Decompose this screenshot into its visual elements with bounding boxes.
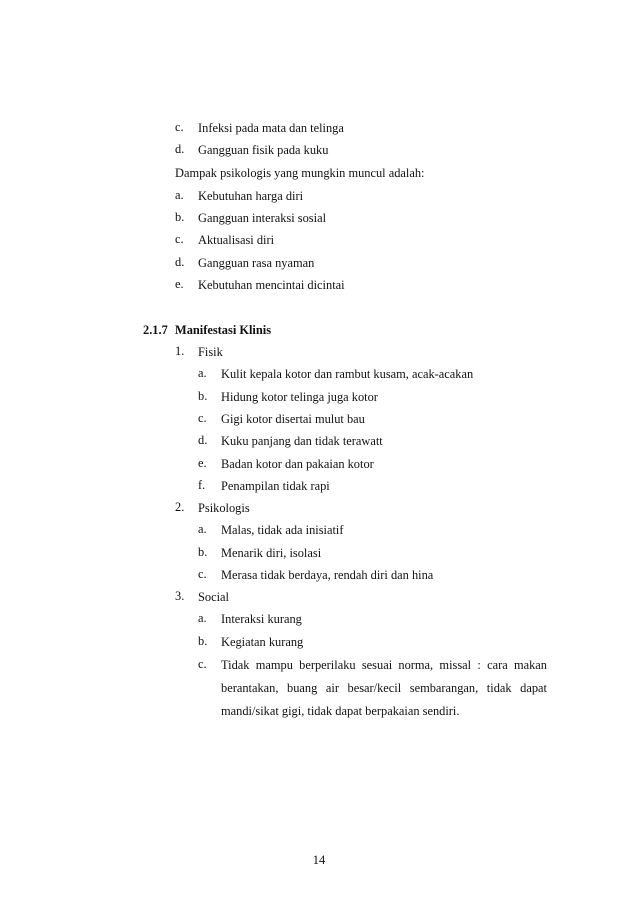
list-marker: b. (198, 545, 208, 559)
list-marker: c. (198, 567, 207, 581)
list-text: Gangguan interaksi sosial (198, 211, 327, 225)
list-marker: a. (198, 366, 207, 380)
list-text: Gigi kotor disertai mulut bau (221, 412, 365, 426)
group-title: Social (198, 590, 229, 604)
list-text: Badan kotor dan pakaian kotor (221, 457, 374, 471)
list-marker: c. (175, 232, 184, 246)
list-text: Kulit kepala kotor dan rambut kusam, acak-acakan (221, 367, 474, 381)
list-text-line: berantakan, buang air besar/kecil sembarangan, tidak dapat (221, 681, 547, 695)
list-marker: f. (198, 478, 206, 492)
list-text: Interaksi kurang (221, 612, 302, 626)
list-marker: a. (198, 611, 207, 625)
list-text: Infeksi pada mata dan telinga (198, 121, 344, 135)
list-marker: c. (175, 120, 184, 134)
list-marker: e. (198, 456, 207, 470)
paragraph-psych-intro: Dampak psikologis yang mungkin muncul adalah: (175, 166, 425, 180)
section-title: Manifestasi Klinis (175, 323, 272, 337)
list-text: Merasa tidak berdaya, rendah diri dan hina (221, 568, 434, 582)
list-text: Malas, tidak ada inisiatif (221, 523, 344, 537)
group-title: Fisik (198, 345, 223, 359)
list-text: Kegiatan kurang (221, 635, 304, 649)
list-marker: e. (175, 277, 184, 291)
group-marker: 1. (175, 344, 185, 358)
list-marker: d. (175, 255, 185, 269)
list-marker: a. (198, 522, 207, 536)
list-text: Gangguan rasa nyaman (198, 256, 315, 270)
list-text: Gangguan fisik pada kuku (198, 143, 329, 157)
group-title: Psikologis (198, 501, 250, 515)
group-marker: 3. (175, 589, 185, 603)
section-number: 2.1.7 (143, 323, 168, 337)
list-marker: b. (198, 634, 208, 648)
list-text: Kebutuhan harga diri (198, 189, 304, 203)
list-marker: c. (198, 657, 207, 671)
list-text: Hidung kotor telinga juga kotor (221, 390, 378, 404)
list-text: Menarik diri, isolasi (221, 546, 322, 560)
list-marker: d. (175, 142, 185, 156)
list-marker: b. (198, 389, 208, 403)
list-text: Penampilan tidak rapi (221, 479, 330, 493)
list-marker: b. (175, 210, 185, 224)
list-text: Kebutuhan mencintai dicintai (198, 278, 345, 292)
list-marker: d. (198, 433, 208, 447)
page-number: 14 (312, 853, 326, 867)
list-marker: c. (198, 411, 207, 425)
group-marker: 2. (175, 500, 185, 514)
list-text-line: mandi/sikat gigi, tidak dapat berpakaian sendiri. (221, 704, 460, 718)
list-text: Kuku panjang dan tidak terawatt (221, 434, 383, 448)
list-text-line: Tidak mampu berperilaku sesuai norma, missal : cara makan (221, 658, 547, 672)
list-text: Aktualisasi diri (198, 233, 275, 247)
list-marker: a. (175, 188, 184, 202)
